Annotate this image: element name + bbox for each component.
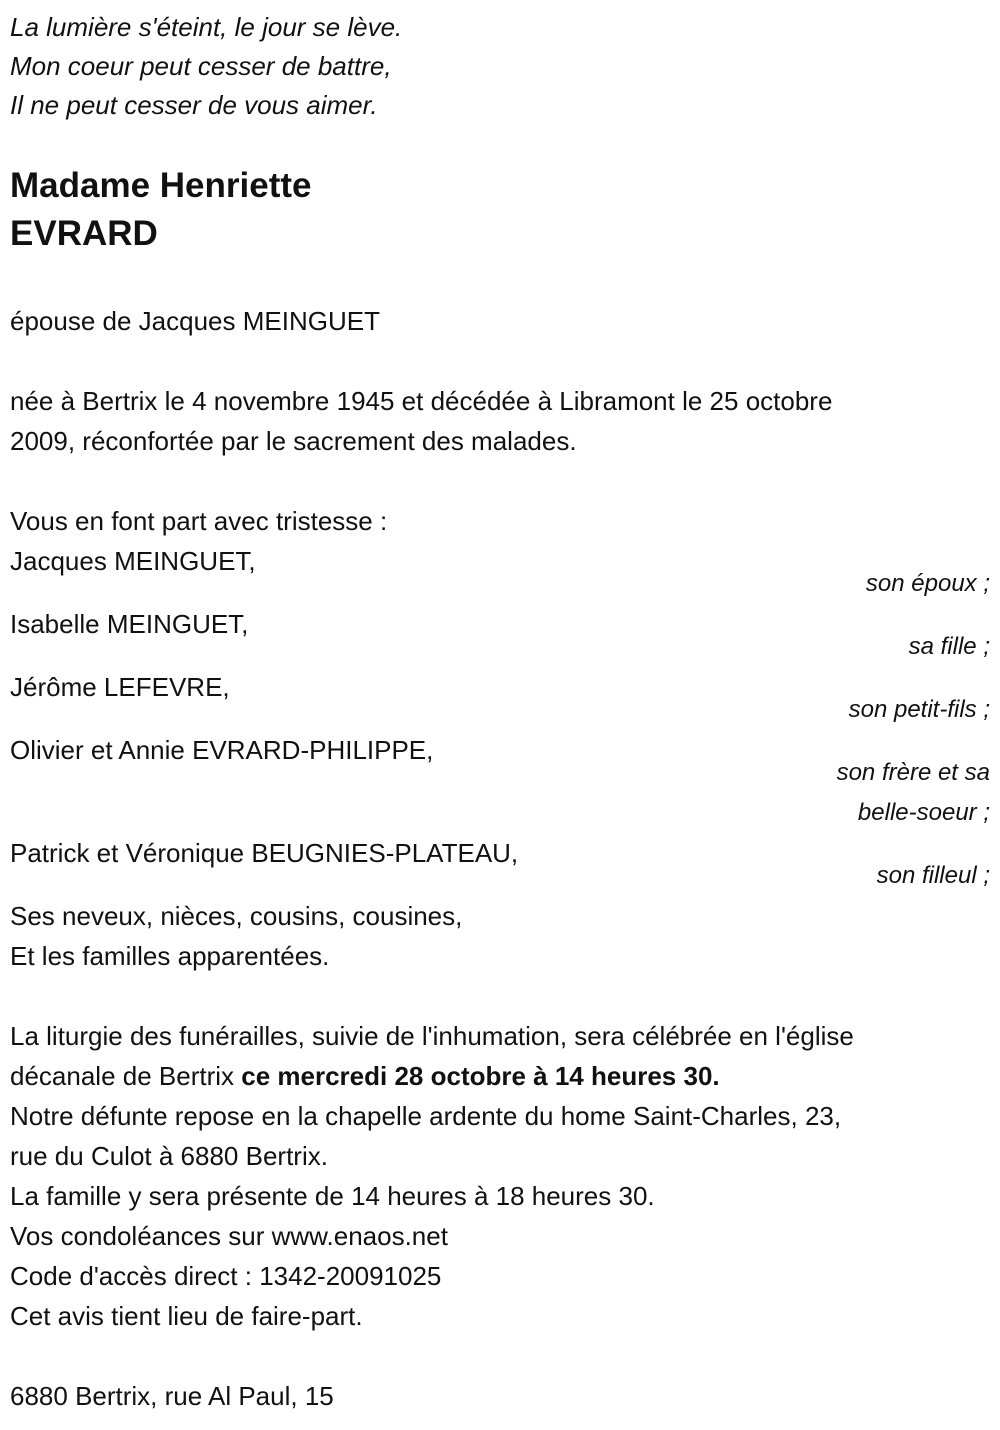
family-relation: son petit-fils ; (848, 696, 990, 723)
funeral-date: ce mercredi 28 octobre à 14 heures 30. (241, 1061, 720, 1091)
access-code-line: Code d'accès direct : 1342-20091025 (10, 1261, 442, 1291)
funeral-info (10, 1016, 990, 1336)
condolences-line: Vos condoléances sur www.enaos.net (10, 1221, 448, 1251)
family-entry (10, 604, 990, 667)
funeral-line: Notre défunte repose en la chapelle ardente du home Saint-Charles, 23, (10, 1101, 842, 1131)
other-relatives: Ses neveux, nièces, cousins, cousines, (10, 901, 463, 931)
funeral-location: décanale de Bertrix (10, 1061, 242, 1091)
family-member-name: Patrick et Véronique BEUGNIES-PLATEAU, (10, 838, 519, 868)
poem-line: La lumière s'éteint, le jour se lève. (10, 12, 403, 42)
birth-death-info (10, 381, 990, 461)
family-member-name: Olivier et Annie EVRARD-PHILIPPE, (10, 735, 434, 765)
birth-line: 2009, réconfortée par le sacrement des malades. (10, 426, 577, 456)
family-relation: son filleul ; (876, 862, 990, 889)
birth-line: née à Bertrix le 4 novembre 1945 et décédée à Libramont le 25 octobre (10, 386, 833, 416)
family-section (10, 501, 990, 976)
deceased-name (10, 162, 990, 258)
family-member-name: Jérôme LEFEVRE, (10, 672, 230, 702)
spouse-line: épouse de Jacques MEINGUET (10, 306, 380, 336)
deceased-surname: EVRARD (10, 214, 158, 253)
funeral-line: La famille y sera présente de 14 heures à 18 heures 30. (10, 1181, 655, 1211)
family-relation: belle-soeur ; (857, 799, 990, 826)
other-relatives: Et les familles apparentées. (10, 941, 330, 971)
family-member-name: Isabelle MEINGUET, (10, 609, 249, 639)
family-address: 6880 Bertrix, rue Al Paul, 15 (10, 1381, 334, 1411)
funeral-line: La liturgie des funérailles, suivie de l'inhumation, sera célébrée en l'église (10, 1021, 854, 1051)
family-relation: sa fille ; (908, 633, 990, 660)
funeral-line (10, 1056, 990, 1096)
family-relation: son époux ; (865, 570, 990, 597)
family-member-name: Jacques MEINGUET, (10, 546, 256, 576)
family-entry (10, 541, 990, 604)
family-entry (10, 730, 990, 833)
family-relation: son frère et sa (836, 759, 990, 786)
poem (10, 8, 990, 125)
funeral-line: rue du Culot à 6880 Bertrix. (10, 1141, 328, 1171)
funeral-line: Cet avis tient lieu de faire-part. (10, 1301, 363, 1331)
family-intro: Vous en font part avec tristesse : (10, 506, 388, 536)
deceased-first-name: Madame Henriette (10, 166, 312, 205)
poem-line: Il ne peut cesser de vous aimer. (10, 90, 378, 120)
family-entry (10, 833, 990, 896)
family-entry (10, 667, 990, 730)
poem-line: Mon coeur peut cesser de battre, (10, 51, 392, 81)
